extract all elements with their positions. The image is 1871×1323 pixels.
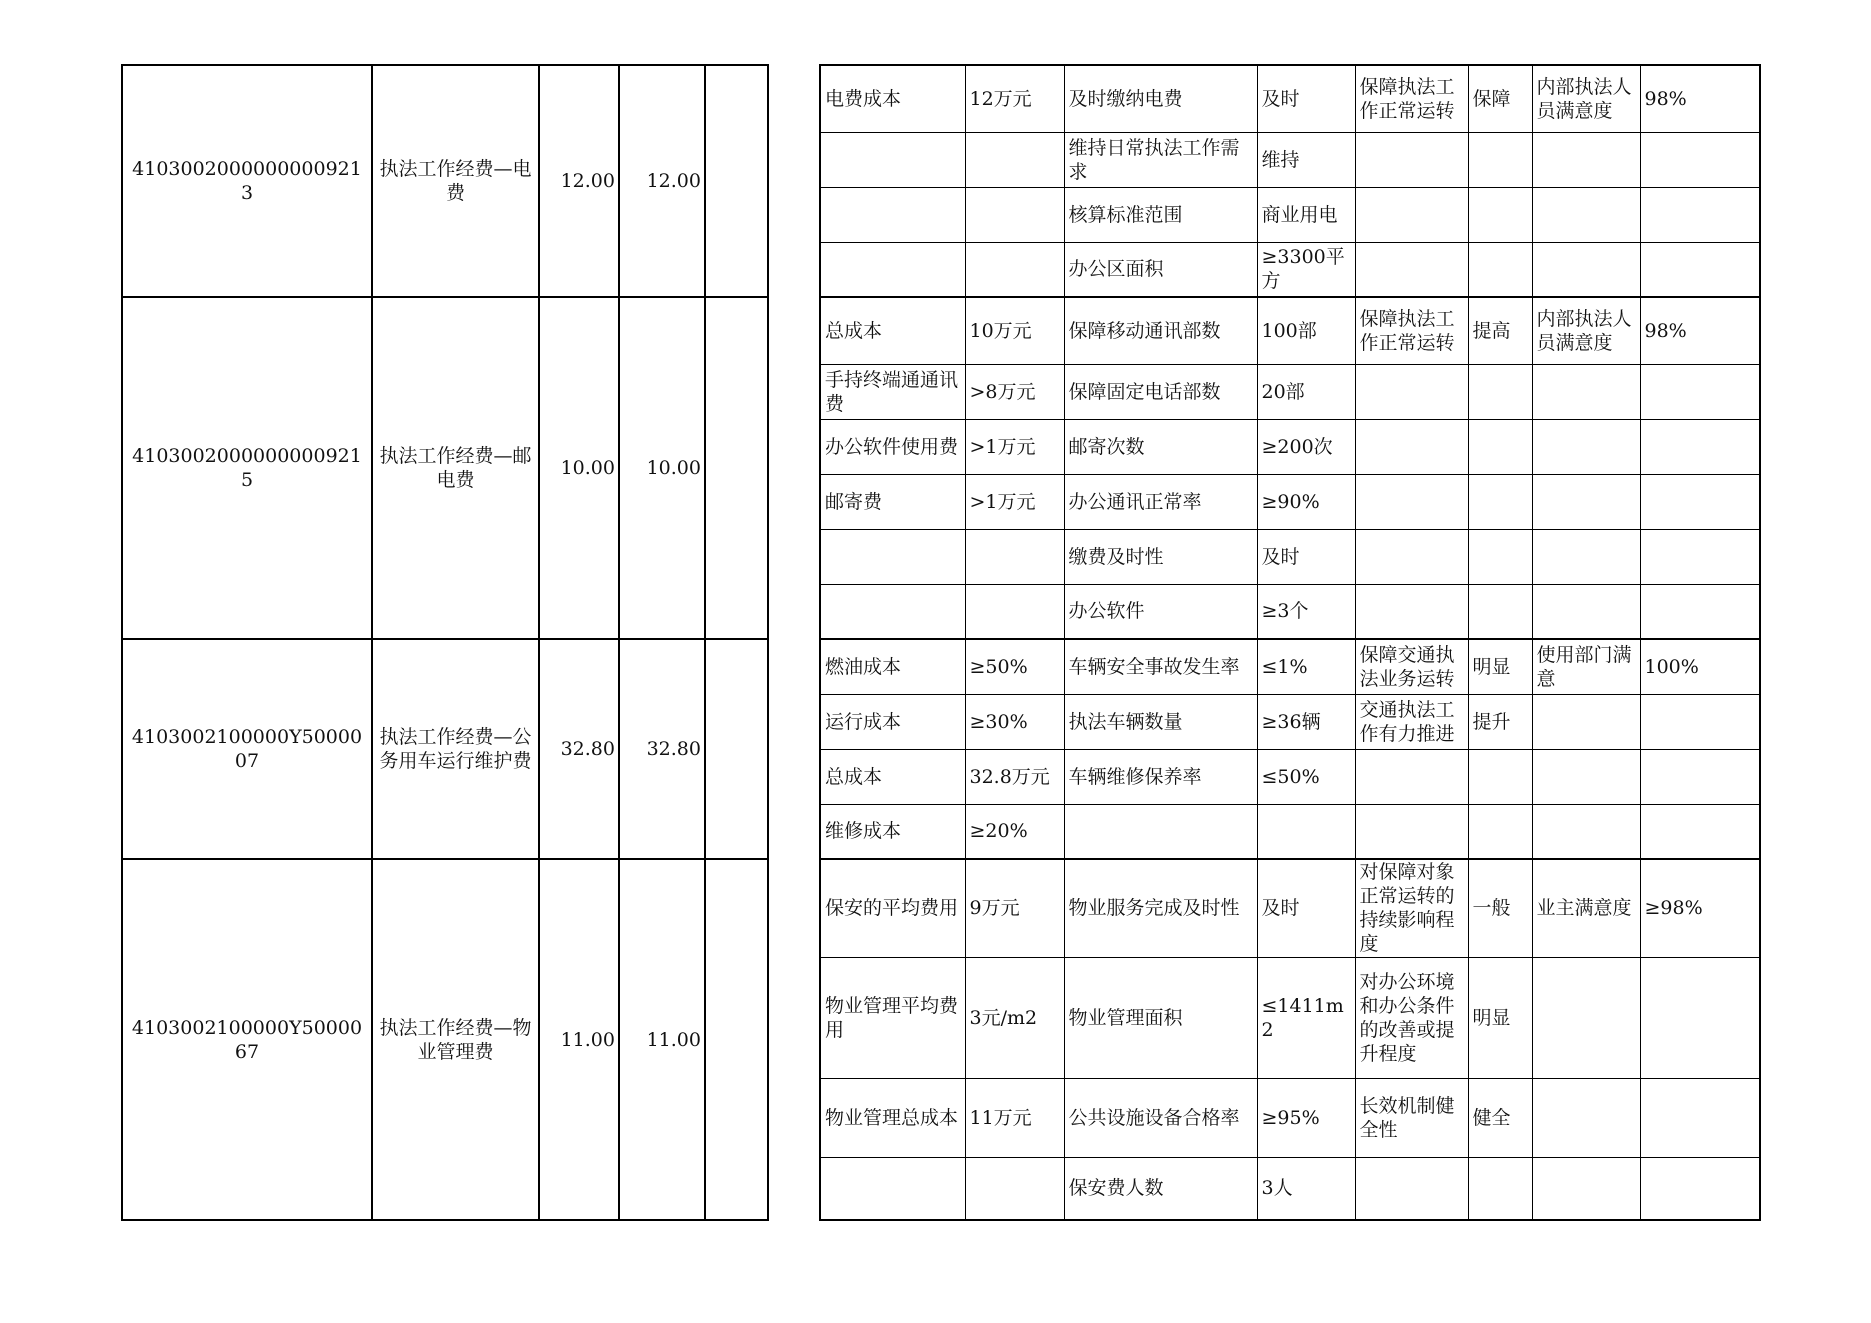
- indicator-cell: [965, 242, 1064, 297]
- indicator-cell: 98%: [1640, 65, 1760, 132]
- indicator-cell: [1532, 364, 1640, 419]
- indicator-cell: [1468, 187, 1532, 242]
- indicator-cell: 32.8万元: [965, 749, 1064, 804]
- indicator-cell: >8万元: [965, 364, 1064, 419]
- indicator-cell: ≤1411m2: [1257, 957, 1355, 1078]
- table-row: [122, 859, 1760, 957]
- indicator-cell: 手持终端通通讯费: [820, 364, 965, 419]
- indicator-cell: 内部执法人员满意度: [1532, 297, 1640, 364]
- blank-cell: [705, 859, 768, 1220]
- indicator-cell: 电费成本: [820, 65, 965, 132]
- indicator-cell: [1640, 529, 1760, 584]
- indicator-cell: [965, 529, 1064, 584]
- indicator-cell: [1532, 419, 1640, 474]
- indicator-cell: [1532, 694, 1640, 749]
- indicator-cell: 及时: [1257, 859, 1355, 957]
- indicator-cell: [1532, 474, 1640, 529]
- blank-cell: [768, 639, 820, 859]
- indicator-cell: 及时: [1257, 529, 1355, 584]
- table-row: [122, 65, 1760, 132]
- table-body: [122, 65, 1760, 1220]
- indicator-cell: 保障交通执法业务运转: [1355, 639, 1468, 694]
- indicator-cell: [1640, 804, 1760, 859]
- indicator-cell: [1064, 804, 1257, 859]
- indicator-cell: 商业用电: [1257, 187, 1355, 242]
- indicator-cell: [1532, 749, 1640, 804]
- indicator-cell: [965, 132, 1064, 187]
- indicator-cell: ≥3个: [1257, 584, 1355, 639]
- indicator-cell: ≥50%: [965, 639, 1064, 694]
- indicator-cell: ≤1%: [1257, 639, 1355, 694]
- indicator-cell: [1468, 474, 1532, 529]
- performance-table: [121, 64, 1761, 1221]
- indicator-cell: [965, 584, 1064, 639]
- project-code: 4103002100000Y5000067: [122, 859, 372, 1220]
- amount-fiscal: 11.00: [619, 859, 705, 1220]
- indicator-cell: 邮寄费: [820, 474, 965, 529]
- indicator-cell: [1640, 187, 1760, 242]
- amount-total: 12.00: [539, 65, 619, 297]
- blank-cell: [705, 297, 768, 639]
- project-code: 41030020000000009215: [122, 297, 372, 639]
- indicator-cell: 保障执法工作正常运转: [1355, 65, 1468, 132]
- blank-cell: [768, 859, 820, 1220]
- indicator-cell: 明显: [1468, 639, 1532, 694]
- indicator-cell: 保障: [1468, 65, 1532, 132]
- indicator-cell: 健全: [1468, 1078, 1532, 1157]
- indicator-cell: 100部: [1257, 297, 1355, 364]
- indicator-cell: [1355, 419, 1468, 474]
- indicator-cell: 一般: [1468, 859, 1532, 957]
- indicator-cell: [965, 1157, 1064, 1220]
- indicator-cell: [1640, 242, 1760, 297]
- indicator-cell: [1468, 364, 1532, 419]
- indicator-cell: 12万元: [965, 65, 1064, 132]
- indicator-cell: [1355, 242, 1468, 297]
- indicator-cell: ≥200次: [1257, 419, 1355, 474]
- indicator-cell: 缴费及时性: [1064, 529, 1257, 584]
- indicator-cell: [1532, 1157, 1640, 1220]
- indicator-cell: [1355, 132, 1468, 187]
- indicator-cell: 保安的平均费用: [820, 859, 965, 957]
- indicator-cell: 业主满意度: [1532, 859, 1640, 957]
- indicator-cell: 内部执法人员满意度: [1532, 65, 1640, 132]
- indicator-cell: 提高: [1468, 297, 1532, 364]
- indicator-cell: [1640, 419, 1760, 474]
- indicator-cell: 车辆维修保养率: [1064, 749, 1257, 804]
- indicator-cell: 物业管理平均费用: [820, 957, 965, 1078]
- indicator-cell: [1532, 804, 1640, 859]
- indicator-cell: [1355, 749, 1468, 804]
- indicator-cell: ≥30%: [965, 694, 1064, 749]
- indicator-cell: 维持: [1257, 132, 1355, 187]
- amount-fiscal: 10.00: [619, 297, 705, 639]
- indicator-cell: [1640, 749, 1760, 804]
- indicator-cell: 11万元: [965, 1078, 1064, 1157]
- indicator-cell: [820, 242, 965, 297]
- indicator-cell: 运行成本: [820, 694, 965, 749]
- indicator-cell: 办公软件使用费: [820, 419, 965, 474]
- indicator-cell: 100%: [1640, 639, 1760, 694]
- indicator-cell: ≥20%: [965, 804, 1064, 859]
- indicator-cell: 对办公环境和办公条件的改善或提升程度: [1355, 957, 1468, 1078]
- project-name: 执法工作经费—电费: [372, 65, 539, 297]
- indicator-cell: [1640, 474, 1760, 529]
- indicator-cell: 3人: [1257, 1157, 1355, 1220]
- indicator-cell: 邮寄次数: [1064, 419, 1257, 474]
- indicator-cell: [1468, 1157, 1532, 1220]
- indicator-cell: [1355, 187, 1468, 242]
- indicator-cell: [1640, 1157, 1760, 1220]
- indicator-cell: 长效机制健全性: [1355, 1078, 1468, 1157]
- project-name: 执法工作经费—物业管理费: [372, 859, 539, 1220]
- indicator-cell: [1532, 529, 1640, 584]
- project-name: 执法工作经费—公务用车运行维护费: [372, 639, 539, 859]
- indicator-cell: >1万元: [965, 474, 1064, 529]
- indicator-cell: [1468, 419, 1532, 474]
- indicator-cell: [1355, 804, 1468, 859]
- indicator-cell: 10万元: [965, 297, 1064, 364]
- indicator-cell: 保障执法工作正常运转: [1355, 297, 1468, 364]
- indicator-cell: [820, 584, 965, 639]
- indicator-cell: 物业服务完成及时性: [1064, 859, 1257, 957]
- blank-cell: [705, 639, 768, 859]
- amount-total: 10.00: [539, 297, 619, 639]
- project-code: 4103002100000Y5000007: [122, 639, 372, 859]
- table-row: [122, 639, 1760, 694]
- indicator-cell: [1468, 529, 1532, 584]
- amount-fiscal: 12.00: [619, 65, 705, 297]
- indicator-cell: [1355, 1157, 1468, 1220]
- indicator-cell: [1355, 529, 1468, 584]
- indicator-cell: ≥95%: [1257, 1078, 1355, 1157]
- indicator-cell: [1532, 132, 1640, 187]
- indicator-cell: [1532, 1078, 1640, 1157]
- amount-total: 11.00: [539, 859, 619, 1220]
- indicator-cell: [820, 187, 965, 242]
- indicator-cell: >1万元: [965, 419, 1064, 474]
- indicator-cell: [1532, 242, 1640, 297]
- amount-total: 32.80: [539, 639, 619, 859]
- indicator-cell: [1640, 584, 1760, 639]
- indicator-cell: 燃油成本: [820, 639, 965, 694]
- indicator-cell: 执法车辆数量: [1064, 694, 1257, 749]
- indicator-cell: 3元/m2: [965, 957, 1064, 1078]
- indicator-cell: 维修成本: [820, 804, 965, 859]
- indicator-cell: [965, 187, 1064, 242]
- indicator-cell: [820, 529, 965, 584]
- indicator-cell: [1640, 1078, 1760, 1157]
- indicator-cell: [1468, 584, 1532, 639]
- indicator-cell: 办公区面积: [1064, 242, 1257, 297]
- indicator-cell: [1532, 584, 1640, 639]
- indicator-cell: 9万元: [965, 859, 1064, 957]
- indicator-cell: 核算标准范围: [1064, 187, 1257, 242]
- indicator-cell: [1640, 132, 1760, 187]
- project-name: 执法工作经费—邮电费: [372, 297, 539, 639]
- indicator-cell: 98%: [1640, 297, 1760, 364]
- indicator-cell: 提升: [1468, 694, 1532, 749]
- table-row: [122, 297, 1760, 364]
- indicator-cell: 保安费人数: [1064, 1157, 1257, 1220]
- indicator-cell: 办公通讯正常率: [1064, 474, 1257, 529]
- indicator-cell: [1532, 957, 1640, 1078]
- indicator-cell: 总成本: [820, 749, 965, 804]
- indicator-cell: [1468, 804, 1532, 859]
- indicator-cell: ≥90%: [1257, 474, 1355, 529]
- indicator-cell: [1257, 804, 1355, 859]
- indicator-cell: 办公软件: [1064, 584, 1257, 639]
- indicator-cell: [1640, 694, 1760, 749]
- blank-cell: [768, 297, 820, 639]
- indicator-cell: 交通执法工作有力推进: [1355, 694, 1468, 749]
- indicator-cell: [1355, 364, 1468, 419]
- indicator-cell: [1640, 957, 1760, 1078]
- blank-cell: [705, 65, 768, 297]
- indicator-cell: 维持日常执法工作需求: [1064, 132, 1257, 187]
- indicator-cell: [1640, 364, 1760, 419]
- indicator-cell: 总成本: [820, 297, 965, 364]
- amount-fiscal: 32.80: [619, 639, 705, 859]
- indicator-cell: 物业管理面积: [1064, 957, 1257, 1078]
- indicator-cell: 保障固定电话部数: [1064, 364, 1257, 419]
- indicator-cell: 物业管理总成本: [820, 1078, 965, 1157]
- indicator-cell: ≥3300平方: [1257, 242, 1355, 297]
- indicator-cell: [1468, 132, 1532, 187]
- indicator-cell: [820, 132, 965, 187]
- indicator-cell: [1468, 242, 1532, 297]
- indicator-cell: ≥36辆: [1257, 694, 1355, 749]
- indicator-cell: [1468, 749, 1532, 804]
- indicator-cell: 20部: [1257, 364, 1355, 419]
- indicator-cell: 对保障对象正常运转的持续影响程度: [1355, 859, 1468, 957]
- indicator-cell: [820, 1157, 965, 1220]
- project-code: 41030020000000009213: [122, 65, 372, 297]
- indicator-cell: [1355, 474, 1468, 529]
- blank-cell: [768, 65, 820, 297]
- indicator-cell: 保障移动通讯部数: [1064, 297, 1257, 364]
- indicator-cell: [1532, 187, 1640, 242]
- indicator-cell: 车辆安全事故发生率: [1064, 639, 1257, 694]
- indicator-cell: 及时: [1257, 65, 1355, 132]
- indicator-cell: 使用部门满意: [1532, 639, 1640, 694]
- indicator-cell: 明显: [1468, 957, 1532, 1078]
- indicator-cell: 及时缴纳电费: [1064, 65, 1257, 132]
- indicator-cell: ≥98%: [1640, 859, 1760, 957]
- indicator-cell: 公共设施设备合格率: [1064, 1078, 1257, 1157]
- indicator-cell: ≤50%: [1257, 749, 1355, 804]
- indicator-cell: [1355, 584, 1468, 639]
